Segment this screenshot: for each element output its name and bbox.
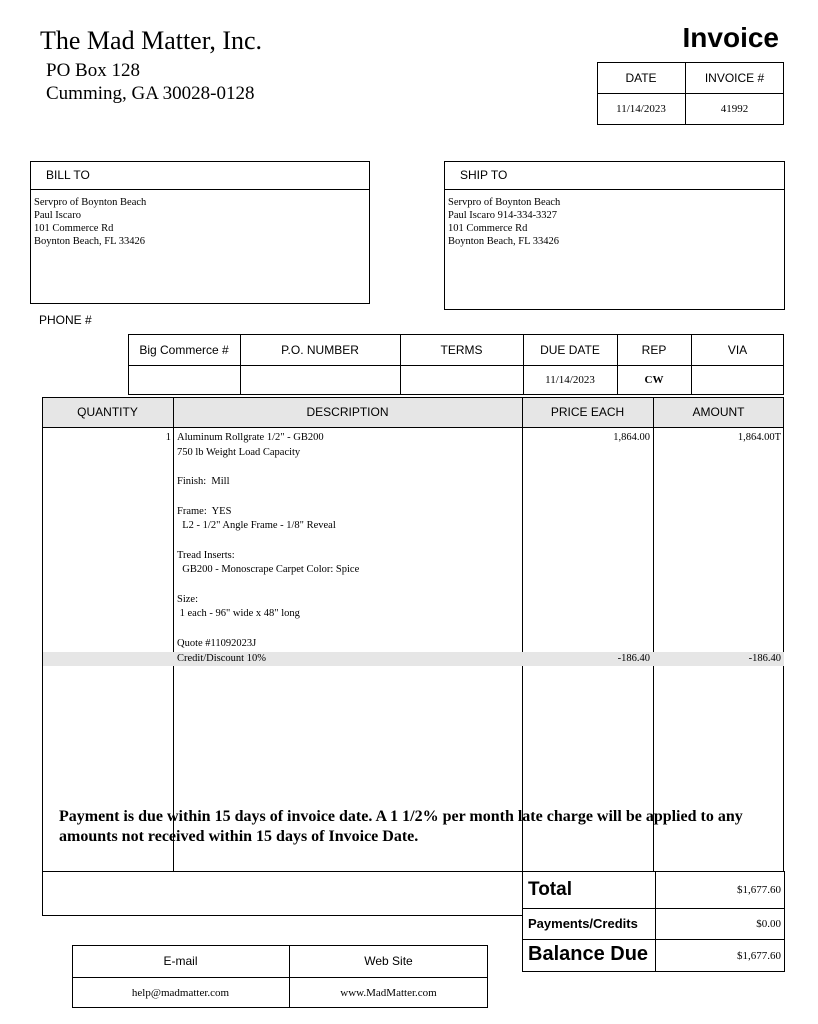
order-header-due-date: DUE DATE [540, 342, 600, 357]
order-header-po-number: P.O. NUMBER [281, 342, 359, 357]
ship-to-line: Paul Iscaro 914-334-3327 [448, 210, 558, 221]
ship-to-line: Boynton Beach, FL 33426 [448, 236, 560, 247]
line-item-row [43, 637, 784, 652]
column-header-quantity: QUANTITY [77, 405, 138, 419]
date-label: DATE [625, 70, 657, 85]
item-amount: 1,864.00T [737, 432, 781, 443]
line-item-row [43, 607, 784, 622]
item-description: 750 lb Weight Load Capacity [177, 446, 301, 458]
order-value-big-commerce [128, 365, 240, 395]
balance-due-value: $1,677.60 [737, 949, 781, 962]
bill-to-line: 101 Commerce Rd [34, 223, 114, 234]
line-item-row [43, 460, 784, 475]
item-amount: -186.40 [748, 652, 781, 664]
line-item-row [43, 578, 784, 593]
order-value-via [691, 365, 784, 395]
website-label: Web Site [364, 954, 413, 968]
line-item-row [43, 505, 784, 520]
line-item-row [43, 446, 784, 461]
invoice-date: 11/14/2023 [616, 103, 666, 115]
item-description: Tread Inserts: [177, 549, 235, 561]
item-description: L2 - 1/2" Angle Frame - 1/8" Reveal [177, 520, 336, 532]
item-price-each: 1,864.00 [613, 432, 650, 443]
line-item-row [43, 549, 784, 564]
item-description: Finish: Mill [177, 476, 230, 488]
line-item-row [43, 519, 784, 534]
line-item-row [43, 490, 784, 505]
email-link[interactable]: help@madmatter.com [131, 986, 230, 999]
item-description: Credit/Discount 10% [177, 652, 266, 664]
website-link[interactable]: www.MadMatter.com [340, 986, 437, 999]
bill-to-label: BILL TO [46, 168, 90, 182]
item-description: 1 each - 96" wide x 48" long [177, 608, 300, 620]
payments-credits-label: Payments/Credits [528, 916, 638, 931]
order-value-terms [400, 365, 523, 395]
order-header-rep: REP [641, 342, 667, 357]
item-price-each: -186.40 [617, 652, 650, 664]
column-header-price-each: PRICE EACH [550, 405, 625, 419]
ship-to-label: SHIP TO [460, 168, 508, 182]
memo-box [42, 871, 523, 916]
line-item-row [43, 534, 784, 549]
item-description: GB200 - Monoscrape Carpet Color: Spice [177, 564, 360, 576]
column-header-amount: AMOUNT [692, 405, 745, 419]
payment-terms-note: Payment is due within 15 days of invoice date. A 1 1/2% per month late charge will be applied to any amounts not received within 15 days of Invoice Date. [59, 808, 743, 845]
bill-to-line: Paul Iscaro [34, 210, 81, 221]
total-label: Total [528, 879, 572, 900]
order-header-terms: TERMS [440, 342, 483, 357]
item-description: Size: [177, 593, 198, 605]
order-value-due-date: 11/14/2023 [545, 374, 595, 386]
column-header-description: DESCRIPTION [306, 405, 389, 419]
line-item-row [43, 622, 784, 637]
line-item-row [43, 563, 784, 578]
invoice-number: 41992 [720, 103, 749, 115]
item-description: Aluminum Rollgrate 1/2" - GB200 [177, 432, 324, 443]
ship-to-line: 101 Commerce Rd [448, 223, 528, 234]
company-name: The Mad Matter, Inc. [40, 26, 263, 55]
line-item-row [43, 475, 784, 490]
ship-to-line: Servpro of Boynton Beach [448, 197, 561, 208]
order-value-rep: CW [644, 374, 664, 386]
bill-to-address [34, 196, 146, 248]
total-value: $1,677.60 [737, 883, 781, 896]
line-item-row [43, 652, 784, 667]
company-address-line1: PO Box 128 [46, 60, 140, 81]
order-value-po-number [240, 365, 400, 395]
document-title: Invoice [682, 22, 779, 53]
email-label: E-mail [163, 954, 198, 968]
bill-to-line: Servpro of Boynton Beach [34, 197, 147, 208]
order-header-big-commerce: Big Commerce # [139, 342, 229, 357]
item-quantity: 1 [165, 432, 171, 443]
company-address-line2: Cumming, GA 30028-0128 [46, 83, 255, 104]
item-description: Frame: YES [177, 505, 232, 517]
payments-credits-value: $0.00 [756, 917, 781, 930]
order-header-via: VIA [727, 342, 748, 357]
balance-due-label: Balance Due [528, 943, 649, 965]
bill-to-line: Boynton Beach, FL 33426 [34, 236, 146, 247]
invoice-number-label: INVOICE # [704, 70, 765, 85]
line-item-row [43, 593, 784, 608]
ship-to-address [448, 196, 560, 248]
item-description: Quote #11092023J [177, 637, 257, 649]
line-item-row [43, 431, 784, 446]
phone-label: PHONE # [39, 313, 92, 327]
